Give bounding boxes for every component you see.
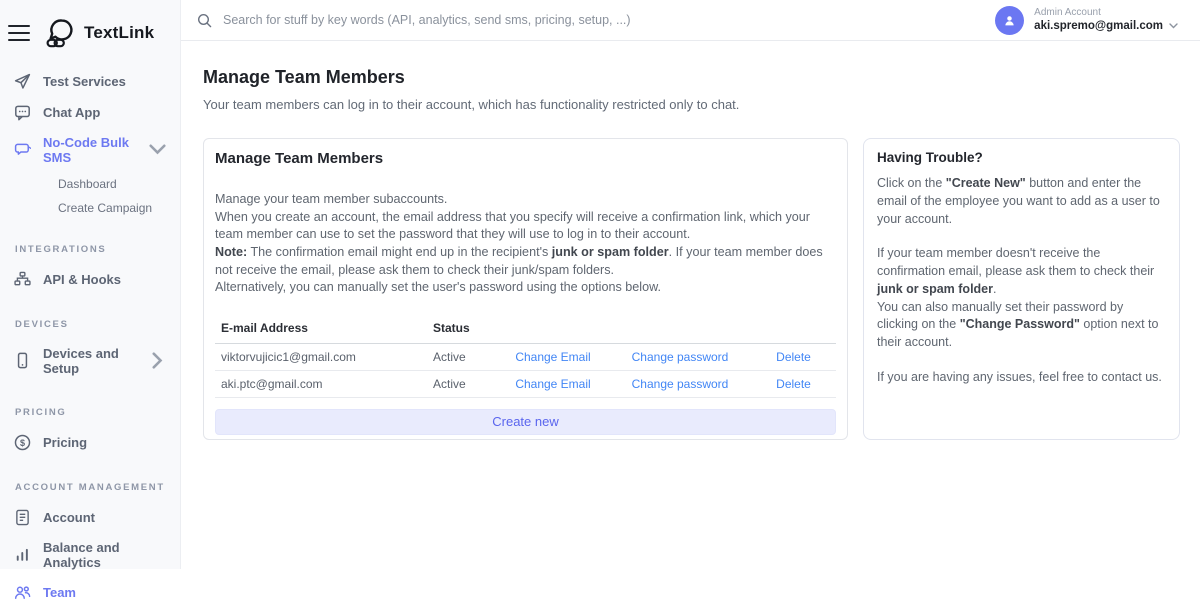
search-bar — [197, 12, 995, 28]
sidebar-item-test-services[interactable] — [0, 66, 180, 97]
sidebar-item-team[interactable] — [0, 577, 180, 608]
sidebar-header — [0, 10, 180, 58]
sidebar-item-chat-app[interactable] — [0, 97, 180, 128]
delete-link[interactable]: Delete — [776, 376, 811, 391]
card-intro: Manage your team member subaccounts. — [215, 192, 448, 206]
analytics-icon — [14, 546, 31, 563]
team-members-table — [215, 319, 836, 398]
account-label: Admin Account — [1034, 6, 1101, 18]
sidebar-item-balance-and-analytics[interactable] — [0, 533, 180, 577]
sidebar-item-label: Team — [43, 584, 76, 600]
sidebar-section-account-management: ACCOUNT MANAGEMENT — [15, 481, 165, 493]
sidebar-subitem-dashboard[interactable]: Dashboard — [58, 176, 117, 191]
sidebar-section-integrations: INTEGRATIONS — [15, 243, 107, 255]
api-hooks-icon — [14, 271, 31, 288]
sidebar-item-pricing[interactable] — [0, 427, 180, 458]
delete-link[interactable]: Delete — [776, 349, 811, 364]
column-header-status: Status — [433, 320, 470, 335]
sidebar-item-api-hooks[interactable] — [0, 264, 180, 295]
member-status: Active — [433, 349, 466, 364]
page-title: Manage Team Members — [203, 67, 405, 87]
sidebar-item-account[interactable] — [0, 502, 180, 533]
page-subtitle: Your team members can log in to their account, which has functionality restricted only to chat. — [203, 97, 740, 112]
help-title: Having Trouble? — [877, 150, 983, 165]
help-paragraph-3: You can also manually set their password by clicking on the "Change Password" option next to their account. — [877, 299, 1159, 349]
help-paragraph-2: If your team member doesn't receive the confirmation email, please ask them to check their junk or spam folder. — [877, 246, 1155, 296]
svg-text:$: $ — [19, 437, 26, 448]
sidebar-item-label: Devices and Setup — [43, 345, 119, 376]
team-icon — [14, 584, 31, 601]
table-row — [215, 371, 836, 398]
chevron-right-icon — [149, 352, 166, 369]
sidebar-item-label: Test Services — [43, 73, 126, 89]
sidebar-item-devices-and-setup[interactable] — [0, 339, 180, 383]
having-trouble-panel — [863, 138, 1180, 440]
change-password-link[interactable]: Change password — [631, 349, 729, 364]
menu-icon[interactable] — [8, 16, 32, 50]
change-email-link[interactable]: Change Email — [515, 376, 591, 391]
sidebar-subitem-create-campaign[interactable]: Create Campaign — [58, 200, 153, 215]
change-email-link[interactable]: Change Email — [515, 349, 591, 364]
sidebar-item-no-code-bulk-sms[interactable] — [0, 128, 180, 172]
sidebar-section-pricing: PRICING — [15, 406, 67, 418]
sidebar-nav — [0, 66, 180, 608]
card-body: When you create an account, the email address that you specify will receive a confirmation link, which your team member can use to set the password that they will use to log in to their account. — [215, 209, 810, 242]
sidebar-section-devices: DEVICES — [15, 318, 69, 330]
person-icon — [1002, 13, 1017, 28]
page-content — [181, 41, 1200, 440]
main-area — [181, 0, 1200, 569]
member-email: aki.ptc@gmail.com — [221, 376, 323, 391]
brand-logo[interactable] — [46, 18, 154, 48]
devices-icon — [14, 352, 31, 369]
avatar — [995, 6, 1024, 35]
member-email: viktorvujicic1@gmail.com — [221, 349, 356, 364]
table-row — [215, 344, 836, 371]
account-icon — [14, 509, 31, 526]
card-note: Note: The confirmation email might end up in the recipient's junk or spam folder. If your team member does not receive the email, please ask them to check their junk/spam folders. — [215, 244, 823, 277]
account-email: aki.spremo@gmail.com — [1034, 20, 1163, 33]
sidebar-item-label: No-Code Bulk SMS — [43, 134, 129, 165]
search-input[interactable] — [221, 12, 691, 28]
bulk-sms-icon — [14, 141, 31, 158]
chevron-down-icon — [149, 141, 166, 158]
pricing-icon — [14, 434, 31, 451]
topbar — [181, 0, 1200, 41]
help-paragraph-4: If you are having any issues, feel free to contact us. — [877, 369, 1162, 384]
brand-name: TextLink — [84, 22, 155, 42]
account-menu[interactable] — [995, 6, 1178, 35]
manage-team-card — [203, 138, 848, 440]
textlink-logo-icon — [46, 18, 76, 48]
paper-plane-icon — [14, 73, 31, 90]
column-header-email: E-mail Address — [221, 320, 308, 335]
help-paragraph-1: Click on the "Create New" button and enter the email of the employee you want to add as a user to your account. — [877, 176, 1160, 226]
create-new-button[interactable]: Create new — [215, 409, 836, 435]
change-password-link[interactable]: Change password — [631, 376, 729, 391]
card-title: Manage Team Members — [215, 150, 384, 167]
card-alternative: Alternatively, you can manually set the user's password using the options below. — [215, 280, 661, 295]
sidebar — [0, 0, 181, 600]
account-info — [1034, 7, 1178, 34]
chat-icon — [14, 104, 31, 121]
chevron-down-icon — [1169, 23, 1178, 29]
table-header — [215, 319, 836, 344]
sidebar-item-label: Pricing — [43, 434, 88, 450]
sidebar-item-label: Account — [43, 509, 95, 525]
sidebar-item-label: API & Hooks — [43, 271, 122, 287]
sidebar-item-label: Chat App — [43, 104, 101, 120]
sidebar-item-label: Balance and Analytics — [43, 539, 120, 570]
member-status: Active — [433, 376, 466, 391]
search-icon — [197, 13, 212, 28]
